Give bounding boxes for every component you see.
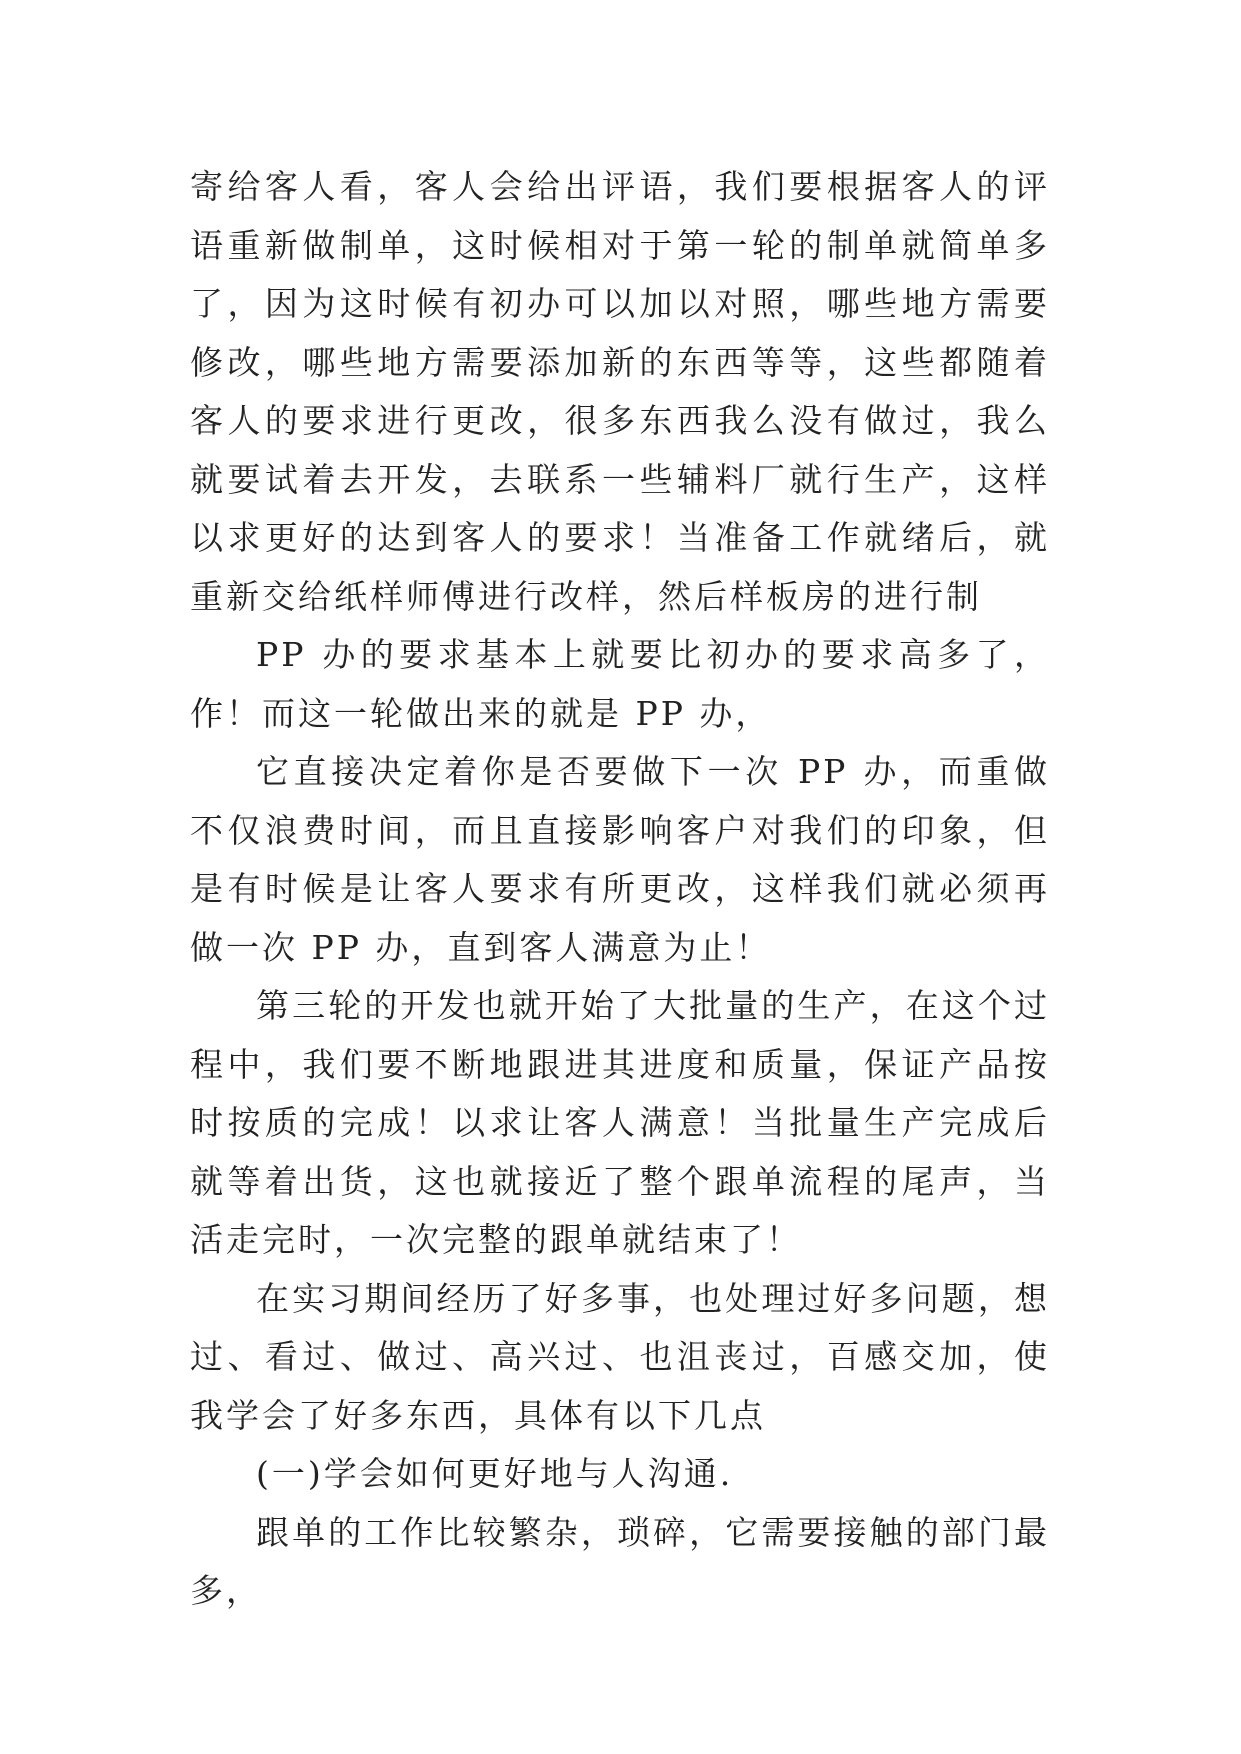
document-body [190, 158, 1050, 1621]
paragraph: 寄给客人看，客人会给出评语，我们要根据客人的评语重新做制单，这时候相对于第一轮的制单就简单多了，因为这时候有初办可以加以对照，哪些地方需要修改，哪些地方需要添加新的东西等等，这些都随着客人的要求进行更改，很多东西我么没有做过，我么就要试着去开发，去联系一些辅料厂就行生产，这样以求更好的达到客人的要求！当准备工作就绪后，就重新交给纸样师傅进行改样，然后样板房的进行制 [190, 167, 1050, 616]
paragraph: PP 办的要求基本上就要比初办的要求高多了，作！而这一轮做出来的就是 PP 办， [190, 635, 1050, 733]
paragraph: 跟单的工作比较繁杂，琐碎，它需要接触的部门最多， [190, 1512, 1050, 1610]
paragraph: (一)学会如何更好地与人沟通. [256, 1454, 734, 1493]
paragraph: 第三轮的开发也就开始了大批量的生产，在这个过程中，我们要不断地跟进其进度和质量，保证产品按时按质的完成！以求让客人满意！当批量生产完成后就等着出货，这也就接近了整个跟单流程的尾声，当活走完时，一次完整的跟单就结束了！ [190, 986, 1050, 1259]
paragraph: 在实习期间经历了好多事，也处理过好多问题，想过、看过、做过、高兴过、也沮丧过，百感交加，使我学会了好多东西，具体有以下几点 [190, 1278, 1050, 1435]
paragraph: 它直接决定着你是否要做下一次 PP 办，而重做不仅浪费时间，而且直接影响客户对我们的印象，但是有时候是让客人要求有所更改，这样我们就必须再做一次 PP 办，直到客人满意为止！ [190, 752, 1050, 967]
